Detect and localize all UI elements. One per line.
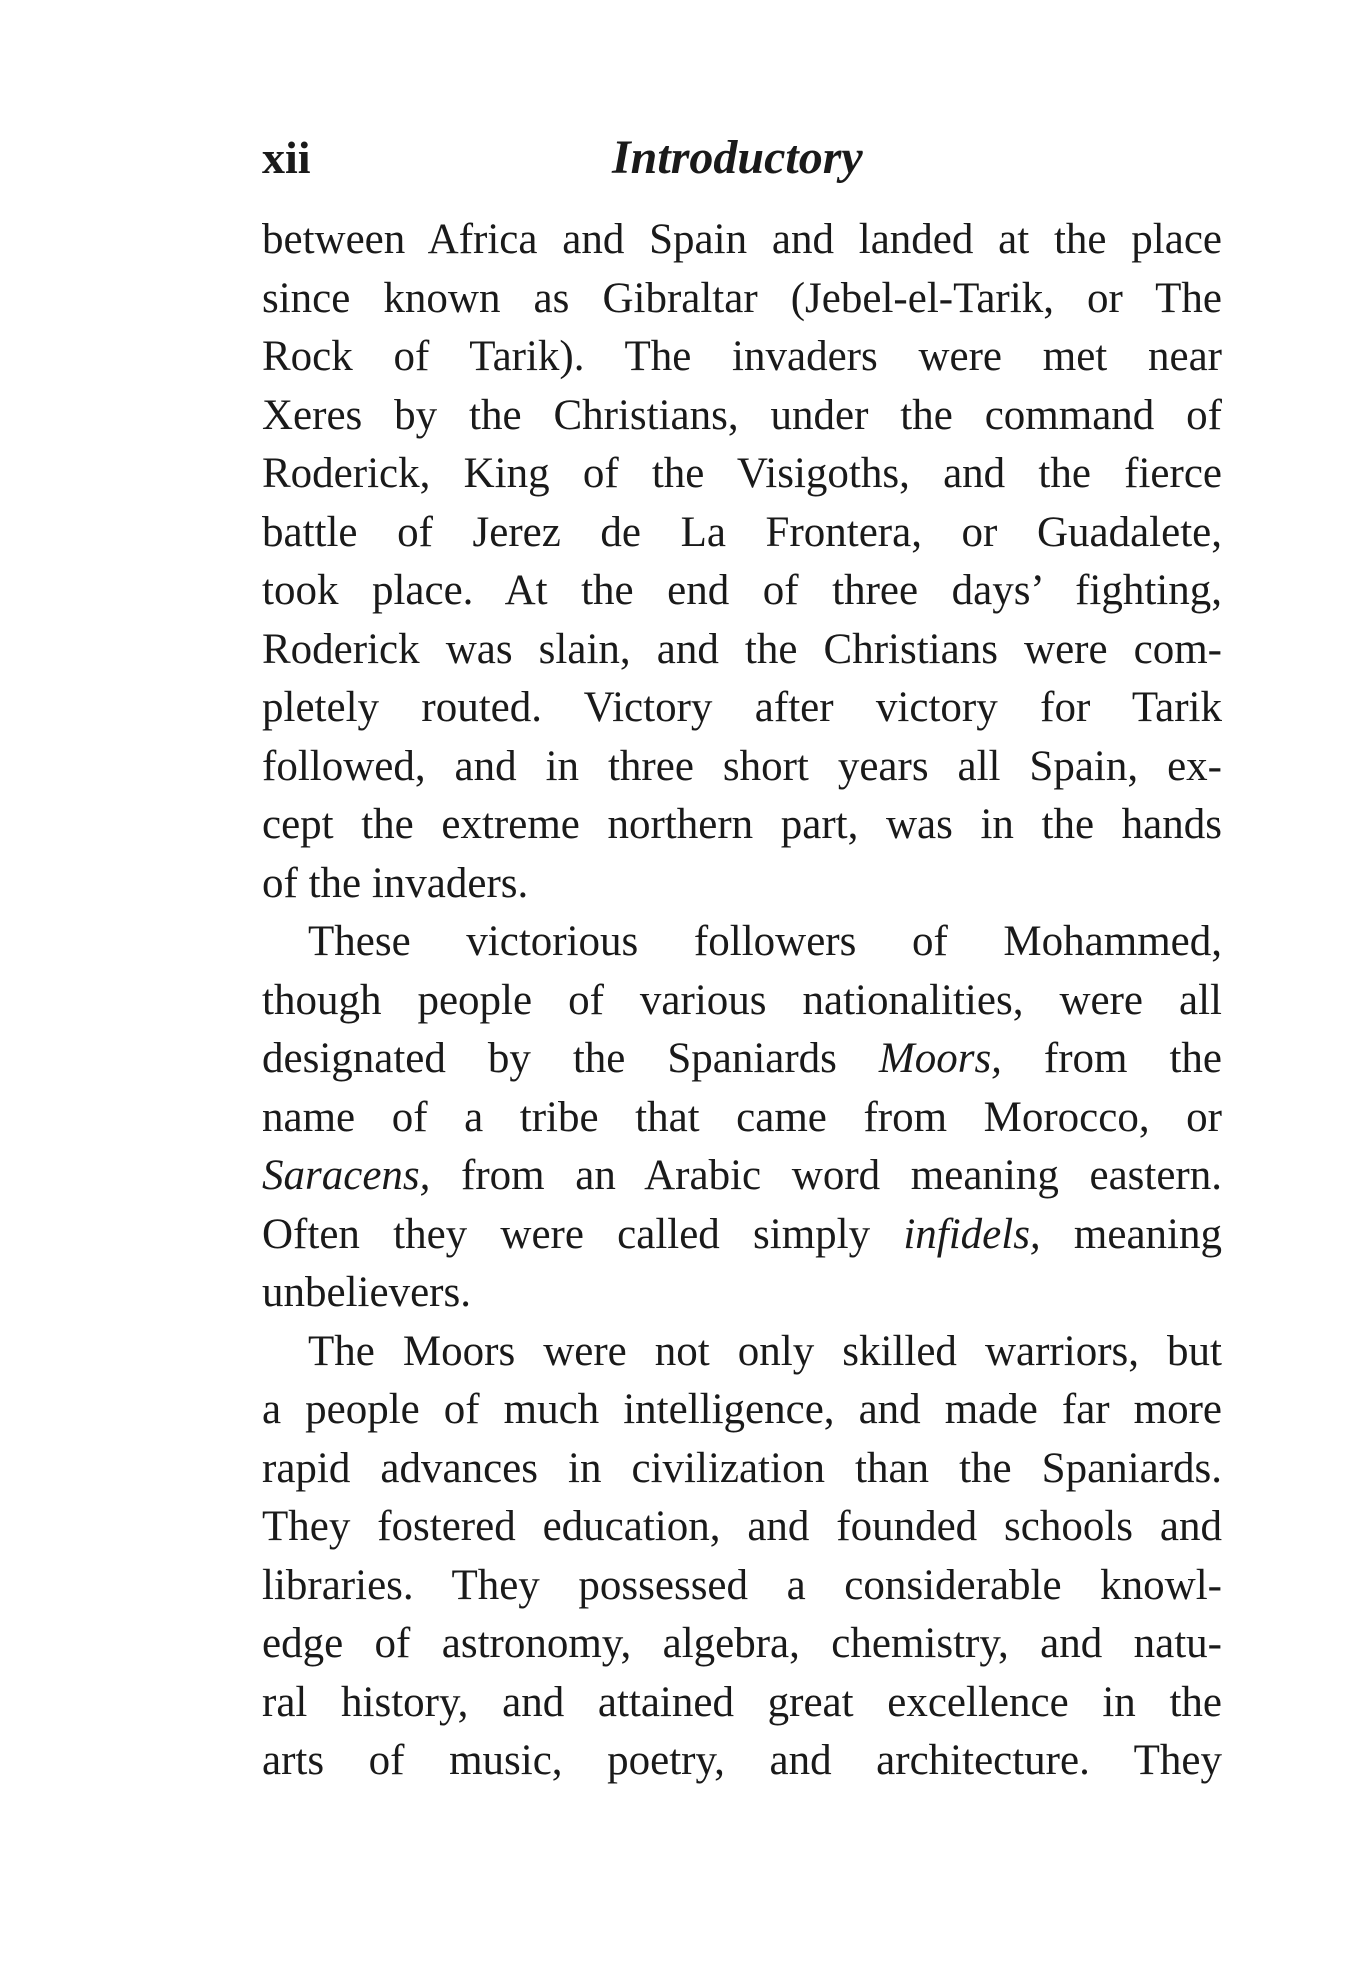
italic-term: Moors, [878, 1035, 1002, 1082]
text-line: name of a tribe that came from Morocco, or [262, 1093, 1222, 1141]
text-line: designated by the Spaniards Moors, from the [262, 1035, 1222, 1082]
page-number: xii [262, 132, 311, 183]
text-line: took place. At the end of three days’ fighting, [262, 567, 1222, 614]
text-line: The Moors were not only skilled warriors, but [308, 1327, 1222, 1375]
text-line: Saracens, from an Arabic word meaning eastern. [262, 1152, 1222, 1199]
paragraph [262, 211, 1222, 913]
body-text [262, 211, 1222, 1791]
text-line: ral history, and attained great excellence in the [262, 1678, 1222, 1726]
text-line: arts of music, poetry, and architecture. They [262, 1737, 1222, 1784]
paragraph [262, 913, 1222, 1323]
text-line: rapid advances in civilization than the Spaniards. [262, 1444, 1222, 1492]
text-line: between Africa and Spain and landed at the place [262, 216, 1222, 263]
text-line: Roderick, King of the Visigoths, and the fierce [262, 450, 1222, 497]
page-header [262, 128, 1222, 198]
text-line: a people of much intelligence, and made far more [262, 1386, 1222, 1433]
text-line: though people of various nationalities, were all [262, 976, 1222, 1024]
text-line: Xeres by the Christians, under the command of [262, 391, 1222, 439]
italic-term: infidels, [903, 1210, 1041, 1258]
text-line: They fostered education, and founded schools and [262, 1503, 1222, 1550]
text-line: since known as Gibraltar (Jebel-el-Tarik, or The [262, 274, 1222, 322]
text-line: pletely routed. Victory after victory for Tarik [262, 684, 1222, 731]
running-title: Introductory [612, 131, 863, 184]
text-line: These victorious followers of Mohammed, [308, 918, 1222, 965]
text-line: libraries. They possessed a considerable knowl- [262, 1561, 1222, 1609]
text-line: Rock of Tarik). The invaders were met near [262, 333, 1222, 380]
text-line: cept the extreme northern part, was in the hands [262, 801, 1222, 848]
text-line: battle of Jerez de La Frontera, or Guadalete, [262, 508, 1222, 556]
text-line: Often they were called simply infidels, meaning [262, 1210, 1222, 1258]
text-line: edge of astronomy, algebra, chemistry, and natu- [262, 1620, 1222, 1667]
paragraph [262, 1323, 1222, 1791]
text-line: of the invaders. [262, 859, 529, 907]
text-line: Roderick was slain, and the Christians were com- [262, 625, 1222, 673]
text-line: unbelievers. [262, 1269, 471, 1316]
text-line: followed, and in three short years all Spain, ex- [262, 742, 1222, 790]
italic-term: Saracens, [262, 1152, 431, 1199]
